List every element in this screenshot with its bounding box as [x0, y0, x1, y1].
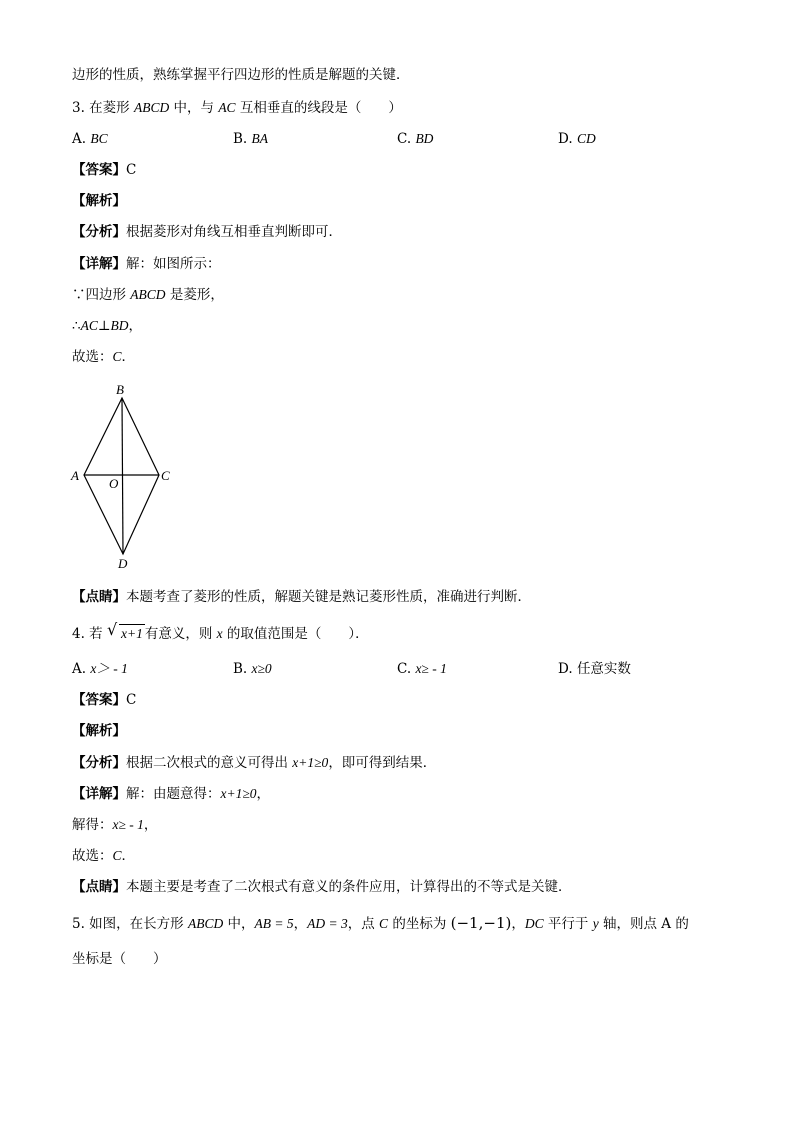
rhombus-figure — [66, 380, 186, 575]
question-4-solve: 解得：x≥ - 1， — [72, 817, 158, 833]
question-5-stem: 5. 如图，在长方形 ABCD 中，AB = 5，AD = 3，点 C 的坐标为 (−1,−1)，DC 平行于 y 轴，则点 A 的 — [72, 914, 689, 932]
vertex-label-a: A — [71, 468, 79, 483]
text-line: 边形的性质，熟练掌握平行四边形的性质是解题的关键． — [72, 67, 410, 83]
question-4-option-a: A. x＞ - 1 — [72, 661, 128, 677]
question-3-option-b: B. BA — [233, 131, 269, 147]
question-5-stem-line-2: 坐标是（ ） — [72, 951, 167, 967]
question-3-step-2: ∴AC⊥BD， — [72, 318, 143, 334]
question-3-jiexi-label: 【解析】 — [72, 193, 126, 209]
rhombus-outline — [84, 398, 159, 554]
question-3-option-a: A. BC — [72, 131, 108, 147]
question-3-step-1: ∵四边形 ABCD 是菱形， — [72, 287, 224, 303]
sqrt-expression: √ x+1 — [106, 620, 143, 641]
question-4-option-d: D. 任意实数 — [558, 661, 631, 677]
question-4-choose: 故选：C． — [72, 848, 136, 864]
question-3-comment: 【点睛】本题考查了菱形的性质，解题关键是熟记菱形性质，准确进行判断． — [72, 589, 531, 605]
question-3-detail: 【详解】解：如图所示： — [72, 256, 221, 272]
vertex-label-d: D — [118, 556, 128, 571]
question-4-comment: 【点睛】本题主要是考查了二次根式有意义的条件应用，计算得出的不等式是关键． — [72, 879, 572, 895]
question-4-analysis: 【分析】根据二次根式的意义可得出 x+1≥0，即可得到结果． — [72, 755, 437, 771]
question-3-choose: 故选：C． — [72, 349, 136, 365]
question-4-option-c: C. x≥ - 1 — [397, 661, 447, 677]
question-4-jiexi-label: 【解析】 — [72, 723, 126, 739]
question-4-stem: 4. 若 √ x+1 有意义，则 x 的取值范围是（ ）． — [72, 620, 369, 642]
question-3-answer: 【答案】C — [72, 162, 137, 178]
question-4-answer: 【答案】C — [72, 692, 137, 708]
question-4-option-b: B. x≥0 — [233, 661, 272, 677]
question-3-option-c: C. BD — [397, 131, 434, 147]
question-4-detail: 【详解】解：由题意得：x+1≥0， — [72, 786, 271, 802]
vertex-label-c: C — [161, 468, 170, 483]
question-3-analysis: 【分析】根据菱形对角线互相垂直判断即可． — [72, 224, 342, 240]
diagonal-bd — [122, 398, 123, 554]
vertex-label-b: B — [116, 382, 124, 397]
question-3-stem: 3. 在菱形 ABCD 中，与 AC 互相垂直的线段是（ ） — [72, 100, 402, 116]
vertex-label-o: O — [109, 476, 119, 491]
question-3-option-d: D. CD — [558, 131, 596, 147]
